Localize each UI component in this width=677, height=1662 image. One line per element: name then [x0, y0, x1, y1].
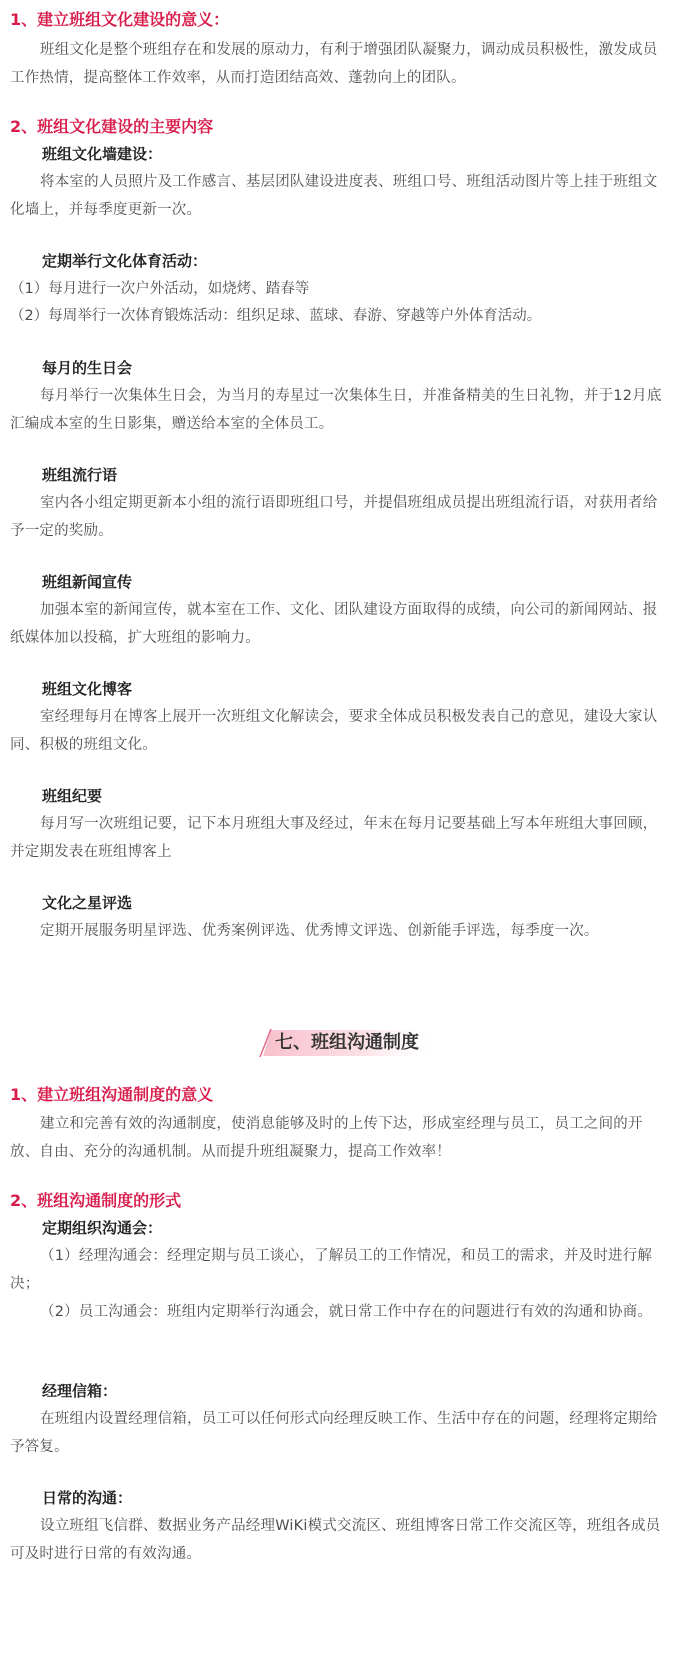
team-slogan-paragraph: 室内各小组定期更新本小组的流行语即班组口号，并提倡班组成员提出班组流行语，对获用者给予一定的奖励。: [10, 495, 658, 539]
manager-mailbox-title: 经理信箱：: [42, 1382, 118, 1400]
team-news-title: 班组新闻宣传: [42, 573, 133, 591]
team-blog-paragraph: 室经理每月在博客上展开一次班组文化解读会，要求全体成员积极发表自己的意见，建设大家认同、积极的班组文化。: [10, 709, 658, 753]
manager-mailbox-paragraph: 在班组内设置经理信箱，员工可以任何形式向经理反映工作、生活中存在的问题，经理将定期给予答复。: [10, 1411, 658, 1455]
communication-forms-heading: 2、班组沟通制度的形式: [10, 1191, 182, 1210]
daily-communication-paragraph: 设立班组飞信群、数据业务产品经理WiKi模式交流区、班组博客日常工作交流区等，班组各成员可及时进行日常的有效沟通。: [10, 1518, 661, 1562]
team-records-paragraph: 每月写一次班组记要，记下本月班组大事及经过，年末在每月记要基础上写本年班组大事回顾，并定期发表在班组博客上: [10, 816, 658, 860]
culture-significance-paragraph: 班组文化是整个班组存在和发展的原动力，有利于增强团队凝聚力，调动成员积极性，激发成员工作热情，提高整体工作效率，从而打造团结高效、蓬勃向上的团队。: [10, 42, 658, 86]
birthday-party-title: 每月的生日会: [42, 359, 133, 377]
section-banner: [0, 1023, 677, 1063]
sports-activities-title: 定期举行文化体育活动：: [42, 252, 208, 270]
culture-significance-heading: 1、建立班组文化建设的意义：: [10, 10, 230, 29]
culture-star-title: 文化之星评选: [42, 894, 133, 912]
communication-significance-heading: 1、建立班组沟通制度的意义: [10, 1085, 214, 1104]
communication-significance-paragraph: 建立和完善有效的沟通制度，使消息能够及时的上传下达，形成室经理与员工，员工之间的开放、自由、充分的沟通机制。从而提升班组凝聚力，提高工作效率！: [10, 1116, 643, 1160]
team-slogan-title: 班组流行语: [42, 466, 118, 484]
birthday-party-paragraph: 每月举行一次集体生日会，为当月的寿星过一次集体生日，并准备精美的生日礼物，并于12月底汇编成本室的生日影集，赠送给本室的全体员工。: [10, 388, 662, 432]
sports-activities-item-1: （1）每月进行一次户外活动，如烧烤、踏春等: [10, 281, 310, 297]
team-records-title: 班组纪要: [42, 787, 103, 805]
manager-meeting-item: （1）经理沟通会：经理定期与员工谈心，了解员工的工作情况，和员工的需求，并及时进行解决；: [10, 1248, 653, 1292]
team-news-paragraph: 加强本室的新闻宣传，就本室在工作、文化、团队建设方面取得的成绩，向公司的新闻网站、报纸媒体加以投稿，扩大班组的影响力。: [10, 602, 658, 646]
culture-wall-paragraph: 将本室的人员照片及工作感言、基层团队建设进度表、班组口号、班组活动图片等上挂于班组文化墙上，并每季度更新一次。: [10, 174, 658, 218]
sports-activities-item-2: （2）每周举行一次体育锻炼活动：组织足球、蓝球、春游、穿越等户外体育活动。: [10, 308, 542, 324]
section-title: 七、班组沟通制度: [275, 1032, 419, 1053]
culture-star-paragraph: 定期开展服务明星评选、优秀案例评选、优秀博文评选、创新能手评选，每季度一次。: [40, 923, 599, 939]
staff-meeting-item: （2）员工沟通会：班组内定期举行沟通会，就日常工作中存在的问题进行有效的沟通和协商。: [40, 1304, 653, 1320]
culture-wall-title: 班组文化墙建设：: [42, 145, 163, 163]
culture-main-content-heading: 2、班组文化建设的主要内容: [10, 117, 214, 136]
daily-communication-title: 日常的沟通：: [42, 1489, 133, 1507]
team-blog-title: 班组文化博客: [42, 680, 133, 698]
communication-meetings-title: 定期组织沟通会：: [42, 1219, 163, 1237]
